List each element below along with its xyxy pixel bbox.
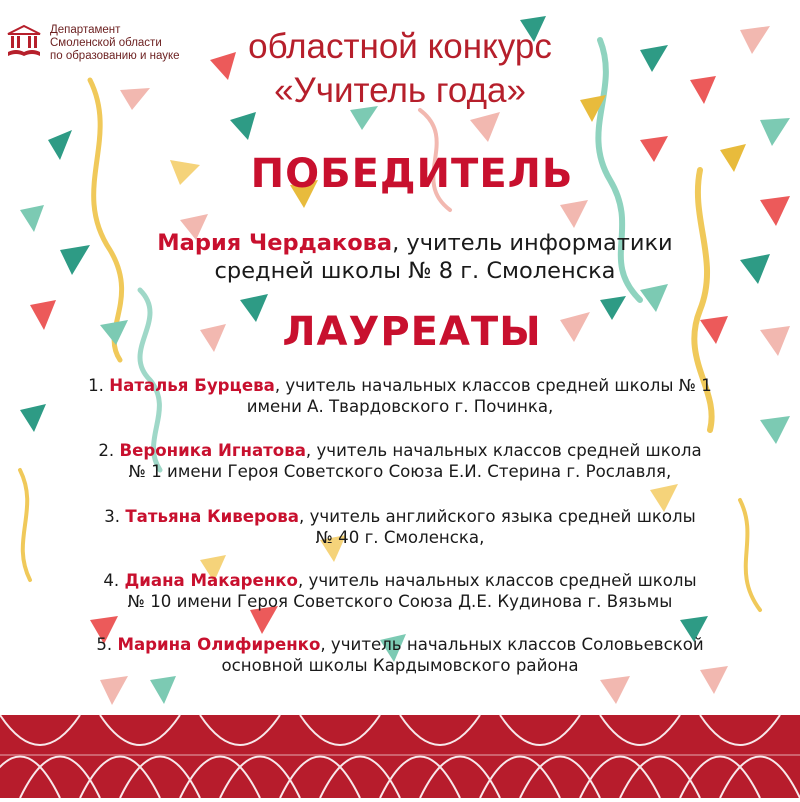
logo-line: Департамент	[50, 24, 121, 36]
laureate-school: № 40 г. Смоленска,	[315, 528, 485, 547]
confetti-triangle	[20, 205, 44, 232]
laureate-item	[0, 634, 800, 655]
building-book-icon	[4, 24, 44, 60]
laureate-role: , учитель начальных классов средней школа	[305, 441, 702, 460]
winner-heading: ПОБЕДИТЕЛЬ	[250, 151, 574, 197]
laureate-name: Наталья Бурцева	[109, 376, 275, 395]
laureate-number: 4.	[103, 571, 120, 590]
confetti-triangle	[230, 112, 256, 140]
contest-title-line1: областной конкурс	[248, 27, 552, 66]
laureate-role: , учитель начальных классов средней школы № 1	[274, 376, 712, 395]
winner-school: средней школы № 8 г. Смоленска	[214, 258, 616, 284]
laureate-number: 3.	[104, 507, 121, 526]
laureates-heading: ЛАУРЕАТЫ	[282, 309, 542, 355]
confetti-triangle	[470, 112, 500, 142]
laureate-number: 2.	[98, 441, 115, 460]
confetti-triangle	[560, 200, 588, 228]
logo-line: по образованию и науке	[50, 50, 180, 62]
confetti-triangle	[120, 88, 150, 110]
laureate-role: , учитель начальных классов Соловьевской	[320, 635, 704, 654]
laureate-name: Вероника Игнатова	[119, 441, 306, 460]
laureate-item	[0, 570, 800, 591]
confetti-triangle	[150, 676, 176, 704]
confetti-triangle	[760, 118, 790, 146]
laureate-role: , учитель начальных классов средней школы	[297, 571, 697, 590]
confetti-triangle	[100, 676, 128, 705]
winner-line1	[70, 229, 760, 257]
winner-name: Мария Чердакова	[157, 230, 393, 256]
laureate-item	[0, 506, 800, 527]
ornament-band	[0, 715, 800, 798]
ornament-pattern	[0, 715, 800, 798]
logo-line: Смоленской области	[50, 37, 162, 49]
laureate-school: № 1 имени Героя Советского Союза Е.И. Стерина г. Рославля,	[128, 462, 672, 481]
laureate-school: имени А. Твардовского г. Починка,	[246, 397, 554, 416]
laureate-name: Диана Макаренко	[124, 571, 298, 590]
laureate-name: Марина Олифиренко	[117, 635, 321, 654]
confetti-triangle	[740, 26, 770, 54]
laureate-number: 5.	[96, 635, 113, 654]
contest-title-line2: «Учитель года»	[274, 71, 526, 110]
confetti-triangle	[640, 284, 668, 312]
confetti-triangle	[600, 676, 630, 704]
laureate-item	[0, 440, 800, 461]
winner-role: , учитель информатики	[392, 230, 673, 256]
laureate-role: , учитель английского языка средней школы	[299, 507, 696, 526]
laureate-item	[0, 375, 800, 396]
laureate-school: основной школы Кардымовского района	[221, 656, 579, 675]
laureate-number: 1.	[88, 376, 104, 395]
confetti-triangle	[760, 196, 790, 226]
laureate-name: Татьяна Киверова	[125, 507, 300, 526]
laureate-school: № 10 имени Героя Советского Союза Д.Е. Кудинова г. Вязьмы	[127, 592, 673, 611]
confetti-triangle	[690, 76, 716, 104]
